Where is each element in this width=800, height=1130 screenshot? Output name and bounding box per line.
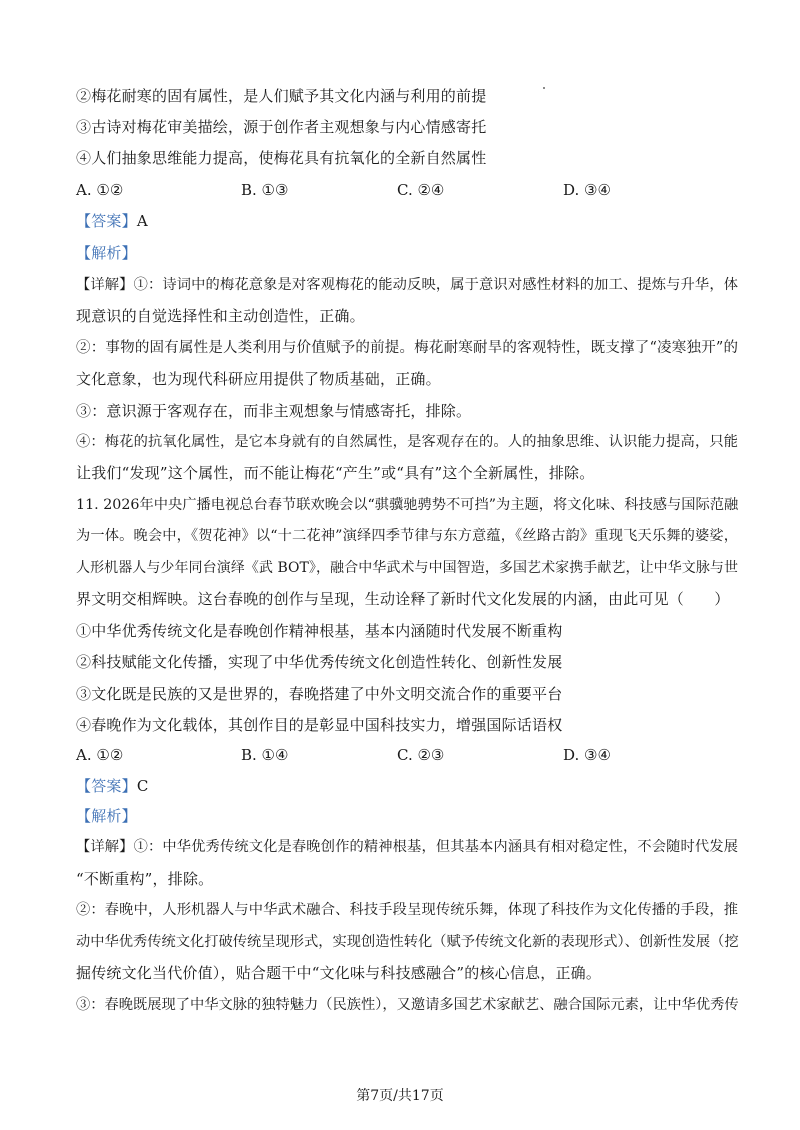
q10-option-b: B. ①③ [241,181,289,199]
q10-answer-label: 【答案】 [76,212,137,230]
q11-stem-line-2: 为一体。晚会中，《贺花神》以“十二花神”演绎四季节律与东方意蕴，《丝路古韵》重现飞天乐舞的婆娑， [76,528,738,544]
q10-statement-2: ②梅花耐寒的固有属性，是人们赋予其文化内涵与利用的前提 [76,87,487,105]
q11-option-a: A. ①② [76,746,124,764]
q11-detail-line-5: 掘传统文化当代价值），贴合题干中“文化味与科技感融合”的核心信息，正确。 [76,964,602,982]
q10-option-d: D. ③④ [563,181,611,199]
q11-detail-line-4: 动中华优秀传统文化打破传统呈现形式，实现创造性转化（赋予传统文化新的表现形式）、创新性发展（挖 [76,934,739,950]
q10-option-c: C. ②④ [397,181,445,199]
q11-analysis-label: 【解析】 [76,807,137,825]
q11-stem-line-3: 人形机器人与少年同台演绎《武 BOT》，融合中华武术与中国智造，多国艺术家携手献艺，让中华文脉与世 [76,560,738,576]
q10-statement-3: ③古诗对梅花审美描绘，源于创作者主观想象与内心情感寄托 [76,118,487,136]
q11-option-b: B. ①④ [241,746,289,764]
q11-statement-3: ③文化既是民族的又是世界的，春晚搭建了中外文明交流合作的重要平台 [76,685,563,703]
q11-detail-text-1: ①：中华优秀传统文化是春晚创作的精神根基，但其基本内涵具有相对稳定性，不会随时代发展 [133,839,738,855]
q10-detail-line-5: ③：意识源于客观存在，而非主观想象与情感寄托，排除。 [76,402,472,420]
q11-detail-line-3: ②：春晚中，人形机器人与中华武术融合、科技手段呈现传统乐舞，体现了科技作为文化传播的手段，推 [76,902,738,918]
q10-detail-line-6: ④：梅花的抗氧化属性，是它本身就有的自然属性，是客观存在的。人的抽象思维、认识能力提高，只能 [76,434,738,450]
q11-option-c: C. ②③ [397,746,445,764]
q11-detail-line-2: “不断重构”，排除。 [76,870,214,888]
q10-detail-label: 【详解】 [76,277,134,293]
q11-detail-line-6: ③：春晚既展现了中华文脉的独特魅力（民族性），又邀请多国艺术家献艺、融合国际元素，让中华优秀传 [76,997,739,1013]
q10-detail-text-1: ①：诗词中的梅花意象是对客观梅花的能动反映，属于意识对感性材料的加工、提炼与升华，体 [133,277,738,293]
q11-answer-value: C [136,777,149,795]
q10-detail-line-4: 文化意象，也为现代科研应用提供了物质基础，正确。 [76,370,441,388]
q11-statement-1: ①中华优秀传统文化是春晚创作精神根基，基本内涵随时代发展不断重构 [76,622,563,640]
q11-stem-line-4: 界文明交相辉映。这台春晚的创作与呈现，生动诠释了新时代文化发展的内涵，由此可见（ ） [76,590,730,608]
q11-answer-label: 【答案】 [76,777,137,795]
q11-detail-line-1 [76,837,738,857]
q10-analysis-label: 【解析】 [76,244,137,262]
q11-stem-line-1: 11. 2026年中央广播电视总台春节联欢晚会以“骐骥驰骋势不可挡”为主题，将文化味、科技感与国际范融 [76,497,739,513]
q11-statement-2: ②科技赋能文化传播，实现了中华优秀传统文化创造性转化、创新性发展 [76,653,563,671]
q11-statement-4: ④春晚作为文化载体，其创作目的是彰显中国科技实力，增强国际话语权 [76,716,563,734]
q11-answer [76,776,738,796]
q10-statement-4: ④人们抽象思维能力提高，使梅花具有抗氧化的全新自然属性 [76,149,487,167]
page-footer: 第7页/共17页 [356,1088,444,1104]
q10-detail-line-7: 让我们“发现”这个属性，而不能让梅花“产生”或“具有”这个全新属性，排除。 [76,464,595,482]
q11-option-d: D. ③④ [563,746,611,764]
q10-answer-value: A [136,212,148,230]
q10-option-a: A. ①② [76,181,124,199]
q10-detail-line-1 [76,275,738,295]
q11-detail-label: 【详解】 [76,839,134,855]
q10-answer [76,211,738,231]
q10-detail-line-2: 现意识的自觉选择性和主动创造性，正确。 [76,307,365,325]
q10-detail-line-3: ②：事物的固有属性是人类利用与价值赋予的前提。梅花耐寒耐旱的客观特性，既支撑了“凌寒独开”的 [76,340,738,356]
